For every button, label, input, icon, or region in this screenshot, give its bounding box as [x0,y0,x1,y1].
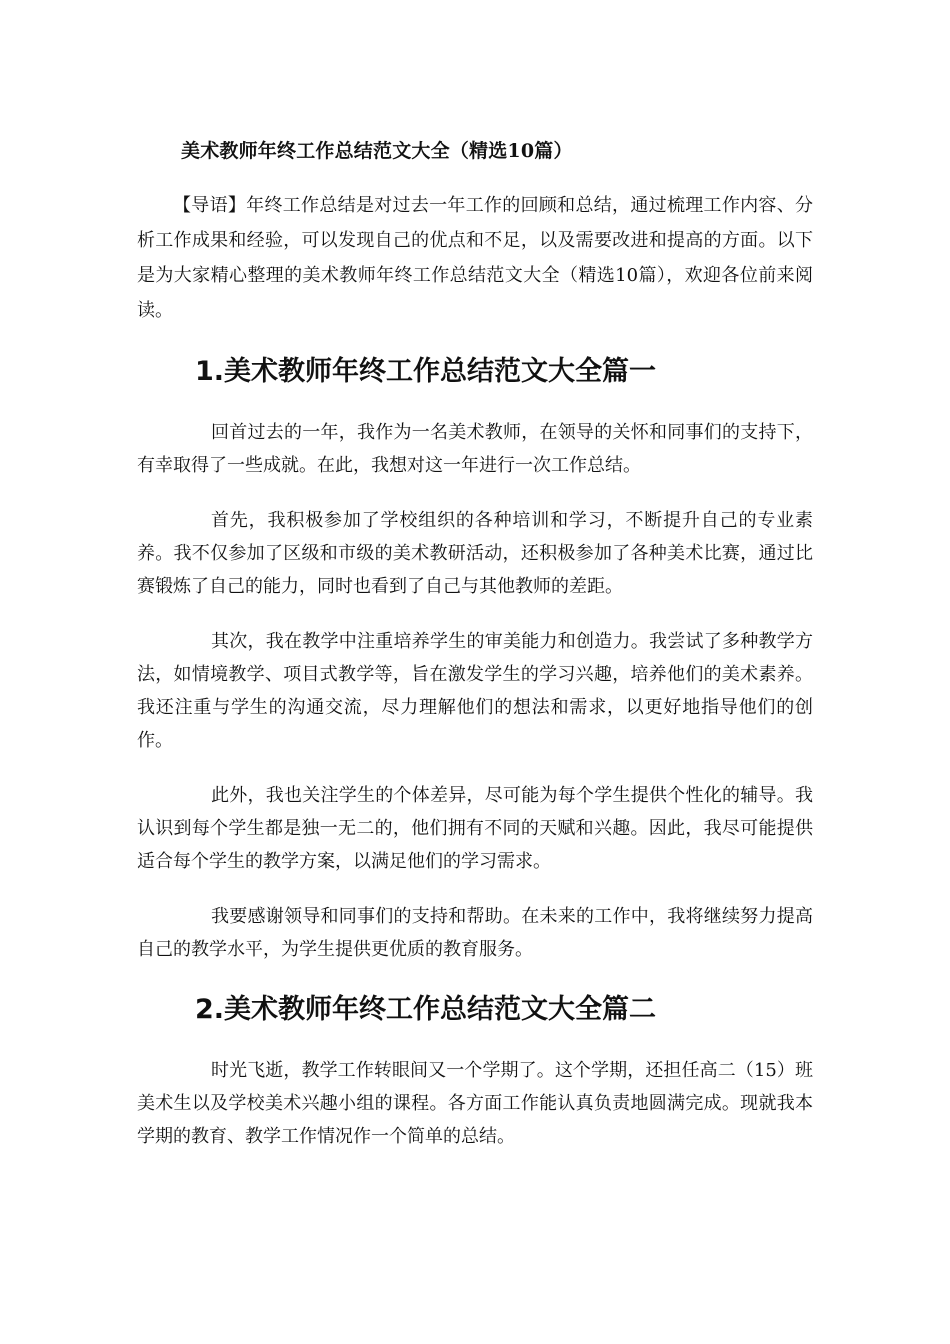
body-paragraph: 首先，我积极参加了学校组织的各种培训和学习，不断提升自己的专业素养。我不仅参加了区级和市级的美术教研活动，还积极参加了各种美术比赛，通过比赛锻炼了自己的能力，同时也看到了自己与其他教师的差距。 [137,510,813,597]
intro-paragraph: 【导语】年终工作总结是对过去一年工作的回顾和总结，通过梳理工作内容、分析工作成果和经验，可以发现自己的优点和不足，以及需要改进和提高的方面。以下是为大家精心整理的美术教师年终工作总结范文大全（精选10篇），欢迎各位前来阅读。 [137,195,813,321]
body-paragraph: 时光飞逝，教学工作转眼间又一个学期了。这个学期，还担任高二（15）班美术生以及学校美术兴趣小组的课程。各方面工作能认真负责地圆满完成。现就我本学期的教育、教学工作情况作一个简单的总结。 [137,1060,813,1147]
section-1 [137,350,813,966]
document-title: 美术教师年终工作总结范文大全（精选10篇） [181,140,573,162]
body-paragraph: 此外，我也关注学生的个体差异，尽可能为每个学生提供个性化的辅导。我认识到每个学生都是独一无二的，他们拥有不同的天赋和兴趣。因此，我尽可能提供适合每个学生的教学方案，以满足他们的学习需求。 [137,785,813,872]
document-body [137,128,813,1175]
body-paragraph: 其次，我在教学中注重培养学生的审美能力和创造力。我尝试了多种教学方法，如情境教学、项目式教学等，旨在激发学生的学习兴趣，培养他们的美术素养。我还注重与学生的沟通交流，尽力理解他们的想法和需求，以更好地指导他们的创作。 [137,631,813,751]
body-paragraph: 我要感谢领导和同事们的支持和帮助。在未来的工作中，我将继续努力提高自己的教学水平，为学生提供更优质的教育服务。 [137,906,813,960]
section-2 [137,988,813,1153]
section-heading: 2.美术教师年终工作总结范文大全篇二 [195,994,657,1025]
section-heading: 1.美术教师年终工作总结范文大全篇一 [195,356,657,387]
body-paragraph: 回首过去的一年，我作为一名美术教师，在领导的关怀和同事们的支持下，有幸取得了一些成就。在此，我想对这一年进行一次工作总结。 [137,422,813,476]
